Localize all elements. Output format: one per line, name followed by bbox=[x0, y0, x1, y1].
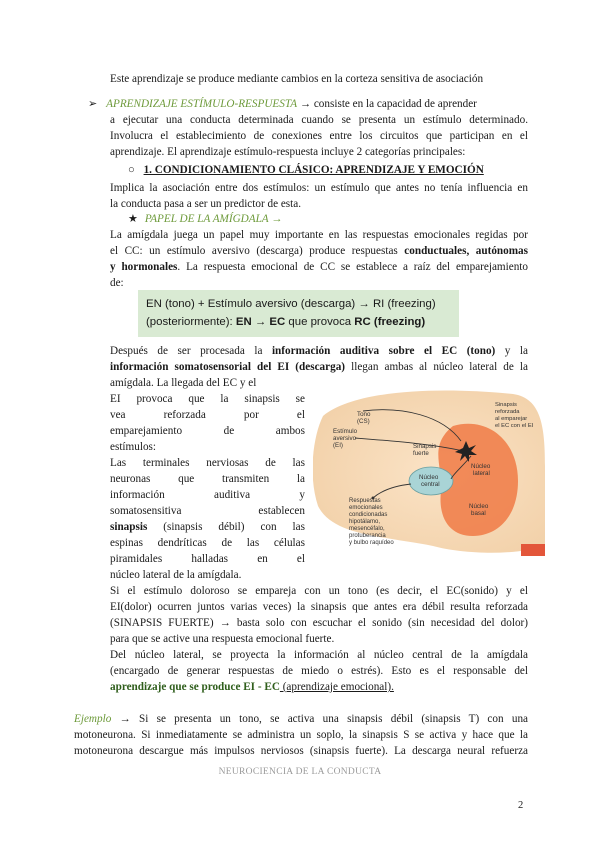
wrapped-line: EI provoca que la sinapsis se bbox=[110, 393, 305, 405]
circle-bullet-icon: ○ bbox=[128, 164, 135, 176]
example-label: Ejemplo bbox=[74, 713, 112, 725]
paragraph-line bbox=[110, 360, 528, 375]
label-mesencefalo: mesencéfalo, bbox=[349, 526, 385, 532]
text-span: → Si se presenta un tono, se activa una sinapsis débil (sinapsis T) con una bbox=[111, 713, 528, 725]
wrapped-line: piramidales halladas en el bbox=[110, 553, 305, 565]
heading-amigdala-title: PAPEL DE LA AMÍGDALA → bbox=[144, 213, 283, 225]
label-condicionadas: condicionadas bbox=[349, 512, 388, 518]
wrapped-line: Las terminales nerviosas de las bbox=[110, 457, 305, 469]
label-hipotalamo: hipotálamo, bbox=[349, 519, 381, 525]
paragraph-line bbox=[110, 680, 394, 695]
label-protuberancia: protuberancia bbox=[349, 533, 386, 539]
paragraph-line bbox=[110, 244, 528, 259]
label-cs: (CS) bbox=[357, 418, 370, 425]
label-ec-con-ei: el EC con el EI bbox=[495, 423, 534, 429]
label-reforzada: reforzada bbox=[495, 409, 520, 415]
heading-estimulo-respuesta bbox=[88, 97, 477, 112]
summary-line-1: EN (tono) + Estímulo aversivo (descarga) → RI (freezing) bbox=[146, 298, 436, 310]
heading-rest: → consiste en la capacidad de aprender bbox=[297, 98, 477, 110]
label-estimulo: Estímulo bbox=[333, 428, 358, 435]
label-fuerte: fuerte bbox=[413, 450, 429, 457]
label-lateral: lateral bbox=[473, 470, 490, 477]
wrapped-line: amígdala. La llegada del EC y el bbox=[110, 377, 257, 389]
label-respuestas: Respuestas bbox=[349, 498, 381, 504]
label-tono: Tono bbox=[357, 411, 371, 418]
paragraph-line bbox=[110, 260, 528, 275]
label-nucleo-lateral: Núcleo bbox=[471, 463, 491, 470]
paragraph-line: Involucra el establecimiento de conexiones entre los circuitos que participan en el bbox=[110, 130, 528, 142]
arrow-bullet-icon: ➢ bbox=[88, 98, 98, 110]
label-nucleo-basal: Núcleo bbox=[469, 503, 489, 510]
text-span: . La respuesta emocional de CC se establece a raíz del emparejamiento bbox=[177, 261, 529, 273]
bold-span: información somatosensorial del EI (descarga) bbox=[110, 361, 346, 373]
paragraph-line: EI(dolor) ocurren juntos varias veces) la sinapsis que antes era débil resulta reforzada bbox=[110, 601, 528, 613]
paragraph-line: (encargado de generar respuestas de miedo o estrés). Esto es el responsable del bbox=[110, 665, 528, 677]
example-line: motoneurona descargue más impulsos nerviosos (sinapsis fuerte). La descarga neural refuerza bbox=[74, 745, 528, 757]
paragraph-line: (SINAPSIS FUERTE) → basta solo con escuchar el sonido (sin necesidad del dolor) bbox=[110, 617, 528, 629]
underline-span: (aprendizaje emocional). bbox=[279, 681, 394, 693]
bold-span: sinapsis bbox=[110, 521, 148, 533]
label-basal: basal bbox=[471, 510, 486, 517]
amygdala-diagram-svg bbox=[313, 386, 545, 556]
paragraph-line: Implica la asociación entre dos estímulos: un estímulo que antes no tenía influencia en bbox=[110, 182, 528, 194]
heading-title: APRENDIZAJE ESTÍMULO-RESPUESTA bbox=[106, 98, 298, 110]
paragraph-line: la conducta pasa a ser un predictor de esta. bbox=[110, 198, 302, 210]
subheading-condicionamiento bbox=[128, 163, 484, 178]
wrapped-line bbox=[110, 520, 305, 535]
summary-line-2 bbox=[146, 315, 425, 330]
bold-span: y hormonales bbox=[110, 261, 178, 273]
paragraph-line: a ejecutar una conducta determinada cuando se presenta un estímulo determinado. bbox=[110, 114, 528, 126]
bold-span: RC (freezing) bbox=[354, 316, 426, 328]
label-nucleo-central: Núcleo bbox=[419, 474, 439, 481]
corner-marker bbox=[521, 544, 545, 556]
paragraph-line: Si el estímulo doloroso se empareja con un tono (es decir, el EC(sonido) y el bbox=[110, 585, 528, 597]
star-bullet-icon: ★ bbox=[128, 213, 139, 225]
page-number: 2 bbox=[518, 800, 524, 811]
paragraph-line: La amígdala juega un papel muy importante en las respuestas emocionales regidas por bbox=[110, 229, 528, 241]
text-span: Después de ser procesada la bbox=[110, 345, 272, 357]
wrapped-line: espinas dendríticas de las células bbox=[110, 537, 305, 549]
wrapped-line: estímulos: bbox=[110, 441, 156, 453]
label-emocionales: emocionales bbox=[349, 505, 383, 511]
text-span: que provoca bbox=[285, 316, 355, 328]
intro-line: Este aprendizaje se produce mediante cambios en la corteza sensitiva de asociación bbox=[110, 73, 484, 85]
label-ei: (EI) bbox=[333, 442, 343, 449]
bold-green-span: aprendizaje que se produce EI - EC bbox=[110, 681, 280, 693]
paragraph-line: Del núcleo lateral, se proyecta la información al núcleo central de la amígdala bbox=[110, 649, 528, 661]
text-span: llegan ambas al núcleo lateral de la bbox=[345, 361, 528, 373]
wrapped-line: neuronas que transmiten la bbox=[110, 473, 305, 485]
wrapped-line: núcleo lateral de la amígdala. bbox=[110, 569, 242, 581]
paragraph-line: aprendizaje. El aprendizaje estímulo-respuesta incluye 2 categorías principales: bbox=[110, 146, 466, 158]
paragraph-line: de: bbox=[110, 277, 124, 289]
heading-amigdala bbox=[128, 212, 282, 227]
example-line: motoneurona. Si inmediatamente se administra un soplo, la sinapsis S se activa y hace que la bbox=[74, 729, 528, 741]
wrapped-line: emparejamiento de ambos bbox=[110, 425, 305, 437]
page-footer: NEUROCIENCIA DE LA CONDUCTA bbox=[218, 767, 382, 777]
label-sinapsis-fuerte: Sinapsis bbox=[413, 443, 437, 450]
bold-span: conductuales, autónomas bbox=[404, 245, 528, 257]
wrapped-line: somatosensitiva establecen bbox=[110, 505, 305, 517]
bold-span: EN → EC bbox=[235, 316, 286, 328]
label-central: central bbox=[421, 481, 440, 488]
text-span: (posteriormente): bbox=[146, 316, 236, 328]
subheading-title: 1. CONDICIONAMIENTO CLÁSICO: APRENDIZAJE Y EMOCIÓN bbox=[143, 164, 484, 176]
text-span: (sinapsis débil) con las bbox=[147, 521, 305, 533]
example-line bbox=[74, 712, 528, 727]
wrapped-line: vea reforzada por el bbox=[110, 409, 305, 421]
amygdala-diagram bbox=[313, 386, 545, 556]
bold-span: información auditiva sobre el EC (tono) bbox=[271, 345, 496, 357]
text-span: y la bbox=[495, 345, 529, 357]
paragraph-line: para que se active una respuesta emocional fuerte. bbox=[110, 633, 335, 645]
label-al-emparejar: al emparejar bbox=[495, 416, 528, 422]
label-sinapsis-reforzada: Sinapsis bbox=[495, 402, 517, 408]
summary-box bbox=[138, 290, 459, 337]
label-aversivo: aversivo bbox=[333, 435, 357, 442]
text-span: el CC: un estímulo aversivo (descarga) produce respuestas bbox=[110, 245, 405, 257]
wrapped-line: información auditiva y bbox=[110, 489, 305, 501]
label-bulbo: y bulbo raquídeo bbox=[349, 540, 394, 546]
paragraph-line bbox=[110, 344, 528, 359]
